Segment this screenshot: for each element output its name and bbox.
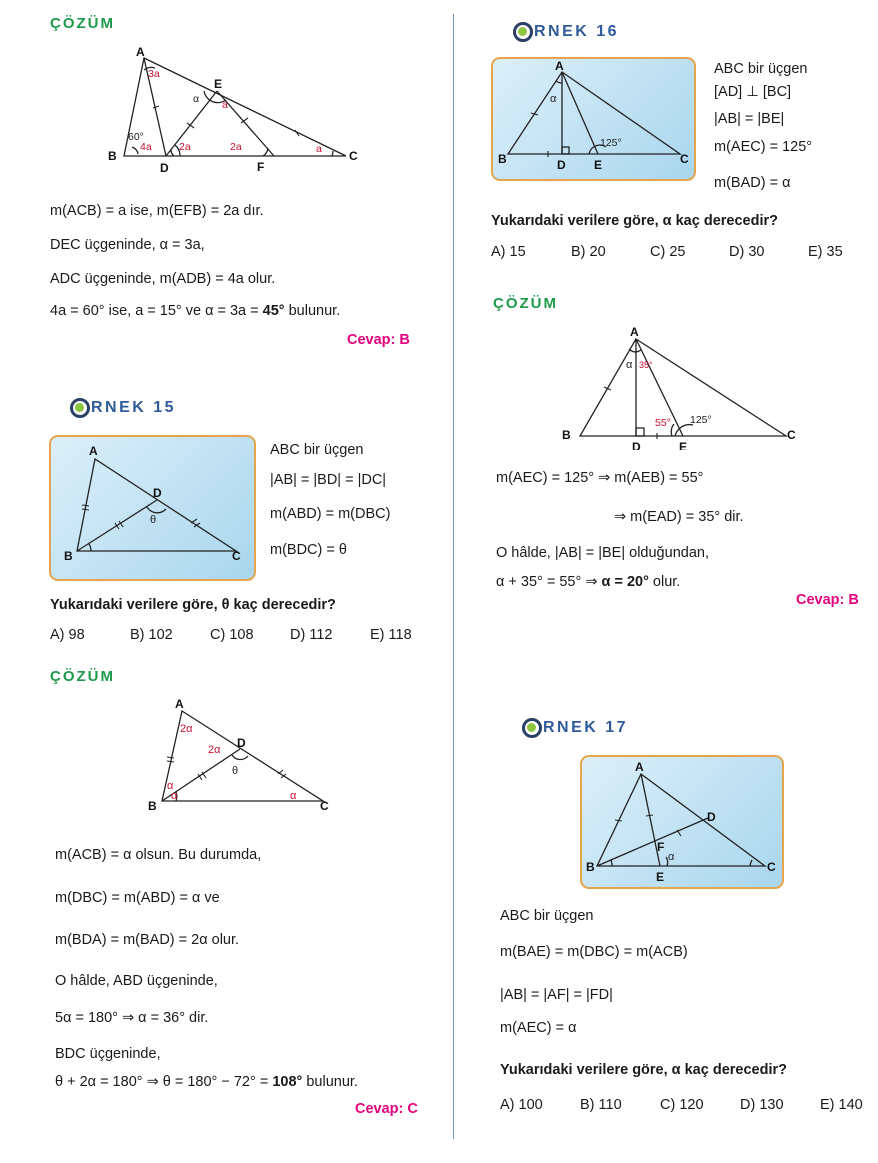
- angle-label: α: [193, 93, 200, 105]
- fig-label-a: A: [555, 59, 564, 73]
- angle-label: 2α: [208, 744, 221, 756]
- given-line: m(BDC) = θ: [270, 542, 347, 558]
- fig-label-b: B: [64, 549, 73, 563]
- option-e[interactable]: E) 118: [370, 627, 412, 643]
- solution-line: BDC üçgeninde,: [55, 1046, 161, 1062]
- angle-label: θ: [150, 514, 157, 526]
- circle-logo-icon: [513, 22, 533, 42]
- fig-label-e: E: [656, 870, 665, 884]
- fig-label-d: D: [153, 486, 162, 500]
- solution-heading: ÇÖZÜM: [493, 295, 558, 312]
- solution-14-figure: [100, 44, 370, 179]
- solution-line: O hâlde, |AB| = |BE| olduğundan,: [496, 545, 709, 561]
- given-line: |AB| = |AF| = |FD|: [500, 987, 613, 1003]
- solution-line: m(ACB) = α olsun. Bu durumda,: [55, 847, 262, 863]
- option-a[interactable]: A) 98: [50, 627, 85, 643]
- fig-label-b: B: [108, 149, 117, 163]
- given-line: m(BAD) = α: [714, 175, 791, 191]
- option-c[interactable]: C) 108: [210, 627, 254, 643]
- question-text: Yukarıdaki verilere göre, α kaç derecedir?: [491, 213, 778, 229]
- fig-label-d: D: [632, 440, 641, 450]
- given-line: ABC bir üçgen: [500, 908, 594, 924]
- answer-label: Cevap: B: [796, 592, 859, 608]
- option-d[interactable]: D) 130: [740, 1097, 784, 1113]
- fig-label-e: E: [594, 158, 603, 172]
- solution-heading: ÇÖZÜM: [50, 15, 115, 32]
- option-d[interactable]: D) 30: [729, 244, 765, 260]
- option-a[interactable]: A) 15: [491, 244, 526, 260]
- solution-line: m(DBC) = m(ABD) = α ve: [55, 890, 220, 906]
- angle-label: α: [171, 790, 178, 802]
- fig-label-f: F: [257, 160, 265, 174]
- solution-line: O hâlde, ABD üçgeninde,: [55, 973, 218, 989]
- question-text: Yukarıdaki verilere göre, θ kaç derecedir?: [50, 597, 336, 613]
- given-line: m(BAE) = m(DBC) = m(ACB): [500, 944, 688, 960]
- given-line: ABC bir üçgen: [270, 442, 364, 458]
- option-b[interactable]: B) 110: [580, 1097, 622, 1113]
- option-c[interactable]: C) 120: [660, 1097, 704, 1113]
- example-16-figure-box: [491, 57, 696, 181]
- fig-label-c: C: [349, 149, 358, 163]
- angle-label: 60°: [128, 131, 144, 143]
- column-divider: [453, 14, 454, 1139]
- solution-line: m(ACB) = a ise, m(EFB) = 2a dır.: [50, 203, 264, 219]
- given-line: m(ABD) = m(DBC): [270, 506, 391, 522]
- circle-logo-icon: [70, 398, 90, 418]
- solution-15-figure: [140, 695, 340, 820]
- solution-line: 5α = 180° ⇒ α = 36° dir.: [55, 1010, 209, 1026]
- fig-label-b: B: [148, 799, 157, 813]
- solution-line: DEC üçgeninde, α = 3a,: [50, 237, 205, 253]
- example-16-figure: [493, 59, 694, 179]
- fig-label-b: B: [562, 428, 571, 442]
- angle-label: 125°: [690, 414, 712, 426]
- solution-line: ⇒ m(EAD) = 35° dir.: [614, 509, 744, 525]
- angle-label: a: [222, 99, 228, 111]
- fig-label-d: D: [707, 810, 716, 824]
- angle-label: α: [626, 359, 633, 371]
- given-line: [AD] ⊥ [BC]: [714, 84, 792, 100]
- angle-label: 3a: [148, 68, 160, 80]
- fig-label-c: C: [787, 428, 796, 442]
- given-line: ABC bir üçgen: [714, 61, 808, 77]
- answer-options: [50, 627, 430, 643]
- option-e[interactable]: E) 140: [820, 1097, 863, 1113]
- fig-label-a: A: [175, 697, 184, 711]
- answer-options: [491, 244, 858, 260]
- solution-line: m(AEC) = 125° ⇒ m(AEB) = 55°: [496, 470, 704, 486]
- given-line: m(AEC) = 125°: [714, 139, 813, 155]
- option-a[interactable]: A) 100: [500, 1097, 543, 1113]
- example-16-title: RNEK 16: [513, 22, 619, 42]
- fig-label-e: E: [679, 440, 688, 450]
- fig-label-c: C: [767, 860, 776, 874]
- given-line: m(AEC) = α: [500, 1020, 577, 1036]
- angle-label: 55°: [655, 417, 671, 429]
- fig-label-c: C: [232, 549, 241, 563]
- given-line: |AB| = |BE|: [714, 111, 785, 127]
- solution-line: ADC üçgeninde, m(ADB) = 4a olur.: [50, 271, 276, 287]
- angle-label: α: [668, 851, 675, 863]
- given-line: |AB| = |BD| = |DC|: [270, 472, 387, 488]
- answer-options: [500, 1097, 870, 1113]
- solution-16-figure: [557, 325, 807, 450]
- example-17-figure-box: [580, 755, 784, 889]
- angle-label: 4a: [140, 141, 152, 153]
- solution-line: α + 35° = 55° ⇒ α = 20° olur.: [496, 574, 681, 590]
- fig-label-a: A: [630, 325, 639, 339]
- angle-label: 2a: [230, 141, 242, 153]
- option-c[interactable]: C) 25: [650, 244, 686, 260]
- example-15-figure: [51, 437, 254, 579]
- option-b[interactable]: B) 102: [130, 627, 173, 643]
- angle-label: α: [290, 790, 297, 802]
- solution-line: θ + 2α = 180° ⇒ θ = 180° − 72° = 108° bulunur.: [55, 1074, 358, 1090]
- example-15-title: RNEK 15: [70, 398, 176, 418]
- angle-label: 2α: [180, 723, 193, 735]
- solution-heading: ÇÖZÜM: [50, 668, 115, 685]
- angle-label: a: [316, 143, 322, 155]
- example-17-title: RNEK 17: [522, 718, 628, 738]
- option-d[interactable]: D) 112: [290, 627, 333, 643]
- example-17-figure: [582, 757, 782, 887]
- option-b[interactable]: B) 20: [571, 244, 606, 260]
- circle-logo-icon: [522, 718, 542, 738]
- answer-label: Cevap: C: [355, 1101, 418, 1117]
- fig-label-b: B: [586, 860, 595, 874]
- fig-label-c: C: [320, 799, 329, 813]
- angle-label: α: [167, 780, 174, 792]
- angle-label: 2a: [179, 141, 191, 153]
- fig-label-a: A: [136, 45, 145, 59]
- fig-label-d: D: [557, 158, 566, 172]
- fig-label-f: F: [657, 840, 665, 854]
- angle-label: 35°: [639, 360, 653, 370]
- solution-line: m(BDA) = m(BAD) = 2α olur.: [55, 932, 240, 948]
- option-e[interactable]: E) 35: [808, 244, 843, 260]
- fig-label-b: B: [498, 152, 507, 166]
- angle-label: 125°: [600, 137, 622, 149]
- solution-line: 4a = 60° ise, a = 15° ve α = 3a = 45° bulunur.: [50, 303, 341, 319]
- fig-label-a: A: [635, 760, 644, 774]
- fig-label-d: D: [160, 161, 169, 175]
- fig-label-d: D: [237, 736, 246, 750]
- fig-label-a: A: [89, 444, 98, 458]
- angle-label: α: [550, 93, 557, 105]
- angle-label: θ: [232, 765, 239, 777]
- fig-label-c: C: [680, 152, 689, 166]
- question-text: Yukarıdaki verilere göre, α kaç derecedir?: [500, 1062, 787, 1078]
- example-15-figure-box: [49, 435, 256, 581]
- answer-label: Cevap: B: [347, 332, 410, 348]
- fig-label-e: E: [214, 77, 223, 91]
